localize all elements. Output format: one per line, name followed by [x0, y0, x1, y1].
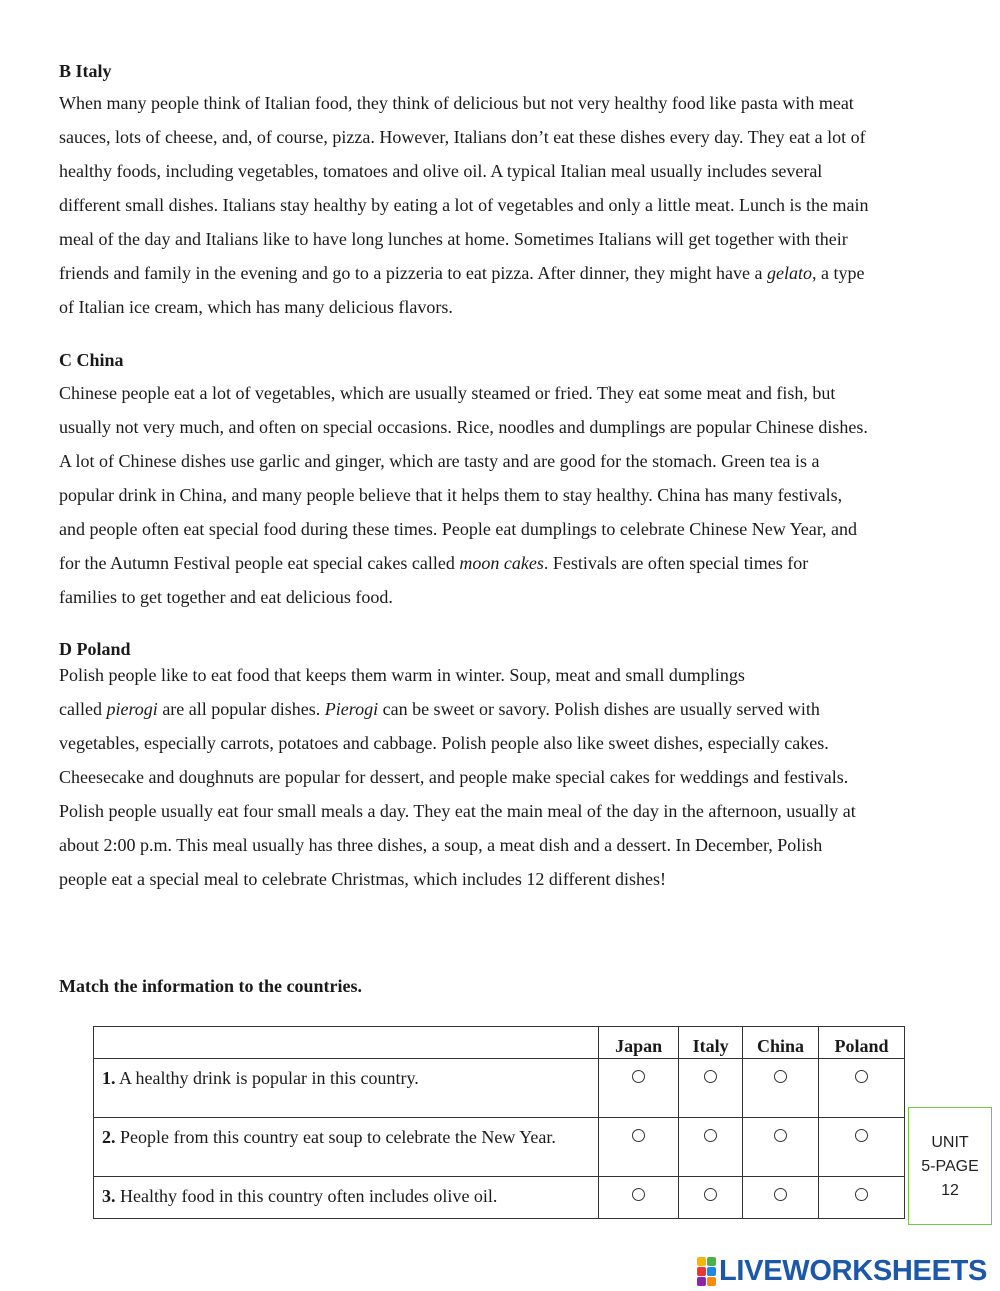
text-segment: , a type — [812, 263, 865, 283]
radio-option[interactable] — [704, 1070, 717, 1083]
logo-tile — [707, 1267, 716, 1276]
radio-option[interactable] — [774, 1070, 787, 1083]
question-number: 1. — [102, 1068, 116, 1088]
text-line — [59, 410, 959, 444]
text-segment: sauces, lots of cheese, and, of course, pizza. However, Italians don’t eat these dishes every day. They eat a lot of — [59, 127, 866, 147]
radio-option[interactable] — [855, 1129, 868, 1142]
question-cell — [94, 1177, 599, 1219]
text-line — [59, 188, 959, 222]
text-segment: can be sweet or savory. Polish dishes are usually served with — [378, 699, 820, 719]
text-segment: Cheesecake and doughnuts are popular for dessert, and people make special cakes for weddings and festivals. — [59, 767, 849, 787]
column-header: China — [743, 1027, 819, 1059]
text-segment: and people often eat special food during these times. People eat dumplings to celebrate Chinese New Year, and — [59, 519, 858, 539]
text-segment: A lot of Chinese dishes use garlic and ginger, which are tasty and are good for the stomach. Green tea is a — [59, 451, 820, 471]
text-segment: vegetables, especially carrots, potatoes and cabbage. Polish people also like sweet dishes, especially cakes. — [59, 733, 829, 753]
text-line — [59, 862, 959, 896]
logo-tile — [697, 1267, 706, 1276]
section-paragraph — [59, 86, 959, 324]
text-line — [59, 692, 959, 726]
text-line — [59, 376, 959, 410]
section-heading: B Italy — [59, 61, 112, 81]
radio-option[interactable] — [774, 1188, 787, 1201]
italic-term: gelato — [767, 263, 813, 283]
text-segment: healthy foods, including vegetables, tomatoes and olive oil. A typical Italian meal usually includes several — [59, 161, 823, 181]
text-segment: different small dishes. Italians stay healthy by eating a lot of vegetables and only a little meat. Lunch is the main — [59, 195, 869, 215]
radio-option[interactable] — [632, 1129, 645, 1142]
text-line — [59, 726, 959, 760]
text-line — [59, 478, 959, 512]
section-paragraph — [59, 658, 959, 896]
radio-option[interactable] — [855, 1188, 868, 1201]
text-segment: Polish people usually eat four small meals a day. They eat the main meal of the day in the afternoon, usually at — [59, 801, 856, 821]
logo-tile — [697, 1257, 706, 1266]
text-line — [59, 760, 959, 794]
section-heading: C China — [59, 350, 124, 370]
italic-term: pierogi — [106, 699, 158, 719]
question-number: 2. — [102, 1127, 116, 1147]
text-segment: Chinese people eat a lot of vegetables, which are usually steamed or fried. They eat some meat and fish, but — [59, 383, 836, 403]
logo-tile — [707, 1257, 716, 1266]
question-text: People from this country eat soup to celebrate the New Year. — [115, 1127, 556, 1147]
column-header: Poland — [819, 1027, 905, 1059]
instruction-heading: Match the information to the countries. — [59, 976, 362, 996]
match-table — [93, 1026, 905, 1219]
question-number: 3. — [102, 1186, 116, 1206]
radio-option[interactable] — [632, 1070, 645, 1083]
text-segment: about 2:00 p.m. This meal usually has three dishes, a soup, a meat dish and a dessert. In December, Polish — [59, 835, 823, 855]
column-header: Italy — [679, 1027, 743, 1059]
question-cell — [94, 1059, 599, 1118]
unit-line: UNIT — [931, 1134, 969, 1151]
text-segment: for the Autumn Festival people eat special cakes called — [59, 553, 460, 573]
text-segment: called — [59, 699, 107, 719]
unit-page-label — [908, 1107, 992, 1225]
text-segment: popular drink in China, and many people believe that it helps them to stay healthy. China has many festivals, — [59, 485, 843, 505]
text-segment: meal of the day and Italians like to have long lunches at home. Sometimes Italians will get together with their — [59, 229, 848, 249]
text-segment: When many people think of Italian food, they think of delicious but not very healthy food like pasta with meat — [59, 93, 854, 113]
text-line — [59, 154, 959, 188]
text-line — [59, 444, 959, 478]
logo-text: LIVEWORKSHEETS — [719, 1254, 988, 1287]
text-segment: families to get together and eat delicious food. — [59, 587, 393, 607]
radio-option[interactable] — [704, 1188, 717, 1201]
question-cell — [94, 1118, 599, 1177]
italic-term: moon cakes — [459, 553, 544, 573]
question-text: Healthy food in this country often includes olive oil. — [115, 1186, 498, 1206]
logo-mark-icon — [697, 1257, 716, 1286]
text-line — [59, 828, 959, 862]
text-line — [59, 222, 959, 256]
text-segment: friends and family in the evening and go to a pizzeria to eat pizza. After dinner, they might have a — [59, 263, 768, 283]
logo-tile — [707, 1277, 716, 1286]
text-line — [59, 120, 959, 154]
text-line — [59, 290, 959, 324]
text-segment: people eat a special meal to celebrate Christmas, which includes 12 different dishes! — [59, 869, 666, 889]
text-line — [59, 86, 959, 120]
text-line — [59, 256, 959, 290]
table-header-row — [94, 1027, 905, 1059]
text-segment: of Italian ice cream, which has many delicious flavors. — [59, 297, 453, 317]
unit-line: 5-PAGE — [921, 1158, 979, 1175]
unit-line: 12 — [941, 1182, 959, 1199]
text-segment: are all popular dishes. — [157, 699, 325, 719]
table-row — [94, 1059, 905, 1118]
text-segment: usually not very much, and often on special occasions. Rice, noodles and dumplings are popular Chinese dishes. — [59, 417, 868, 437]
liveworksheets-logo — [697, 1256, 987, 1286]
text-segment: . Festivals are often special times for — [543, 553, 809, 573]
question-text: A healthy drink is popular in this country. — [115, 1068, 419, 1088]
radio-option[interactable] — [774, 1129, 787, 1142]
table-row — [94, 1177, 905, 1219]
text-line — [59, 580, 959, 614]
text-line — [59, 658, 959, 692]
radio-option[interactable] — [704, 1129, 717, 1142]
table-row — [94, 1118, 905, 1177]
text-line — [59, 794, 959, 828]
section-paragraph — [59, 376, 959, 614]
radio-option[interactable] — [632, 1188, 645, 1201]
text-line — [59, 512, 959, 546]
text-line — [59, 546, 959, 580]
italic-term: Pierogi — [324, 699, 379, 719]
header-blank — [94, 1027, 599, 1059]
radio-option[interactable] — [855, 1070, 868, 1083]
column-header: Japan — [599, 1027, 679, 1059]
logo-tile — [697, 1277, 706, 1286]
text-segment: Polish people like to eat food that keeps them warm in winter. Soup, meat and small dumplings — [59, 665, 745, 685]
section-heading: D Poland — [59, 639, 131, 659]
